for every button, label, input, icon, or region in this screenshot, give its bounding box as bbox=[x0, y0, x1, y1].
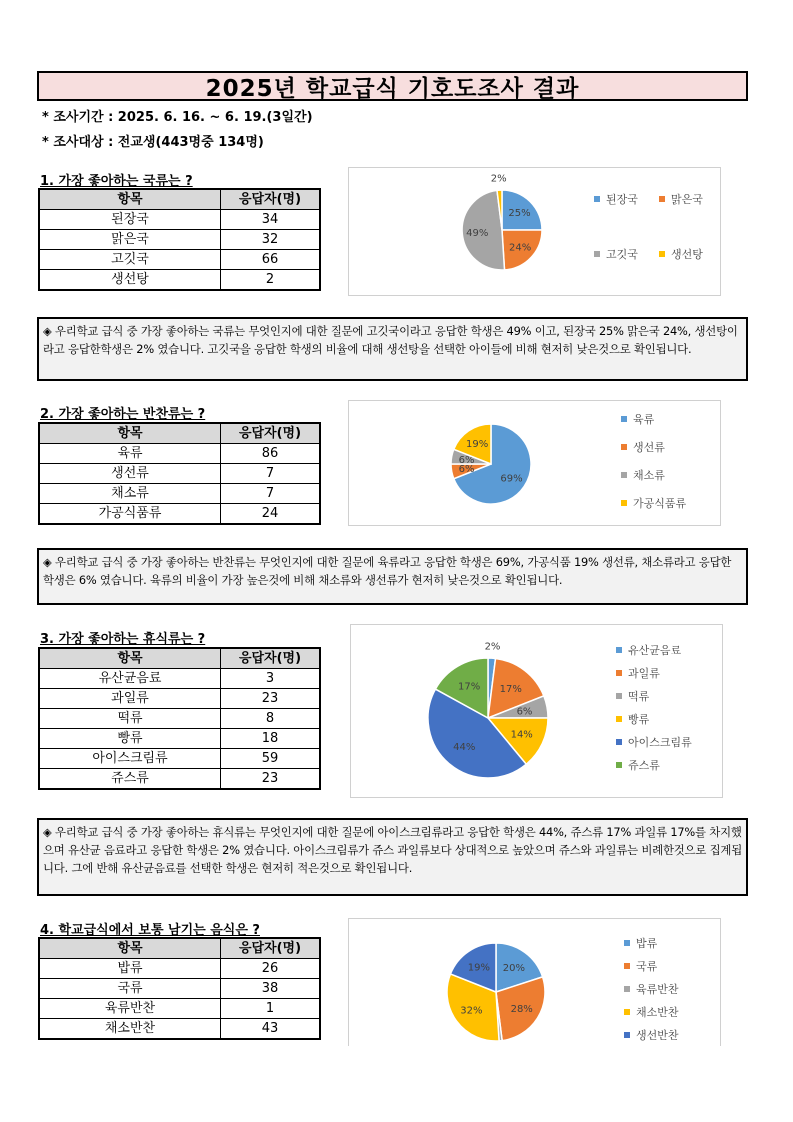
cell-item: 생선류 bbox=[39, 464, 221, 484]
table-row bbox=[39, 709, 320, 729]
legend-swatch bbox=[621, 416, 627, 422]
table-header-row bbox=[39, 423, 320, 444]
legend-item bbox=[624, 935, 657, 951]
legend-label: 아이스크림류 bbox=[628, 736, 692, 749]
question-4-table bbox=[38, 937, 321, 1040]
header-count: 응답자(명) bbox=[221, 189, 321, 210]
legend-item bbox=[616, 688, 649, 704]
legend-swatch bbox=[594, 251, 600, 257]
cell-count: 23 bbox=[221, 689, 321, 709]
legend-label: 육류반찬 bbox=[636, 983, 679, 996]
legend-label: 떡류 bbox=[628, 690, 650, 703]
legend-item bbox=[659, 246, 703, 262]
table-row bbox=[39, 270, 320, 291]
table-row bbox=[39, 1019, 320, 1040]
header-item: 항목 bbox=[39, 648, 221, 669]
legend-swatch bbox=[659, 251, 665, 257]
legend-item bbox=[616, 665, 660, 681]
legend-item bbox=[621, 439, 665, 455]
cell-item: 국류 bbox=[39, 979, 221, 999]
legend-item bbox=[624, 958, 657, 974]
legend-swatch bbox=[616, 762, 622, 768]
pie-data-label: 17% bbox=[499, 684, 522, 696]
pie-data-label: 6% bbox=[458, 454, 475, 466]
pie-data-label: 2% bbox=[484, 641, 501, 653]
pie-data-label: 25% bbox=[508, 208, 531, 219]
legend-swatch bbox=[624, 963, 630, 969]
question-2-title: 2. 가장 좋아하는 반찬류는 ? bbox=[40, 407, 206, 422]
cell-count: 3 bbox=[221, 669, 321, 689]
table-row bbox=[39, 504, 320, 525]
pie-data-label: 19% bbox=[465, 439, 489, 450]
pie-data-label: 2% bbox=[490, 173, 507, 185]
cell-count: 24 bbox=[221, 504, 321, 525]
table-row bbox=[39, 689, 320, 709]
pie-data-label: 44% bbox=[453, 742, 476, 754]
question-2-table bbox=[38, 422, 321, 525]
legend-item bbox=[616, 711, 649, 727]
pie-chart-4 bbox=[348, 918, 721, 1046]
cell-item: 빵류 bbox=[39, 729, 221, 749]
header-count: 응답자(명) bbox=[221, 423, 321, 444]
cell-count: 8 bbox=[221, 709, 321, 729]
table-header-row bbox=[39, 938, 320, 959]
table-row bbox=[39, 749, 320, 769]
legend-label: 가공식품류 bbox=[633, 497, 687, 510]
legend-label: 생선류 bbox=[633, 441, 665, 454]
cell-item: 채소반찬 bbox=[39, 1019, 221, 1040]
pie-svg bbox=[349, 168, 722, 297]
legend-label: 된장국 bbox=[606, 193, 638, 206]
survey-period: * 조사기간 : 2025. 6. 16. ~ 6. 19.(3일간) bbox=[42, 110, 313, 125]
legend-item bbox=[624, 1027, 679, 1043]
pie-chart-2 bbox=[348, 400, 721, 526]
header-item: 항목 bbox=[39, 189, 221, 210]
table-row bbox=[39, 250, 320, 270]
legend-label: 빵류 bbox=[628, 713, 650, 726]
pie-data-label: 14% bbox=[510, 729, 533, 741]
legend-label: 쥬스류 bbox=[628, 759, 660, 772]
legend-swatch bbox=[616, 670, 622, 676]
legend-item bbox=[624, 981, 679, 997]
header-count: 응답자(명) bbox=[221, 938, 321, 959]
table-header-row bbox=[39, 189, 320, 210]
cell-count: 43 bbox=[221, 1019, 321, 1040]
cell-count: 86 bbox=[221, 444, 321, 464]
legend-label: 맑은국 bbox=[671, 193, 703, 206]
cell-item: 가공식품류 bbox=[39, 504, 221, 525]
cell-item: 맑은국 bbox=[39, 230, 221, 250]
header-count: 응답자(명) bbox=[221, 648, 321, 669]
legend-swatch bbox=[621, 444, 627, 450]
pie-data-label: 6% bbox=[516, 706, 533, 718]
legend-label: 유산균음료 bbox=[628, 644, 682, 657]
cell-item: 밥류 bbox=[39, 959, 221, 979]
legend-item bbox=[659, 191, 703, 207]
legend-swatch bbox=[621, 500, 627, 506]
legend-swatch bbox=[624, 1032, 630, 1038]
pie-data-label: 49% bbox=[466, 227, 489, 239]
legend-swatch bbox=[616, 693, 622, 699]
pie-data-label: 69% bbox=[500, 473, 523, 485]
legend-label: 채소반찬 bbox=[636, 1006, 679, 1019]
legend-swatch bbox=[594, 196, 600, 202]
legend-label: 생선반찬 bbox=[636, 1029, 679, 1042]
cell-item: 육류 bbox=[39, 444, 221, 464]
legend-swatch bbox=[616, 716, 622, 722]
table-header-row bbox=[39, 648, 320, 669]
legend-label: 생선탕 bbox=[671, 248, 703, 261]
cell-count: 18 bbox=[221, 729, 321, 749]
legend-item bbox=[594, 246, 638, 262]
cell-count: 66 bbox=[221, 250, 321, 270]
question-3-title: 3. 가장 좋아하는 휴식류는 ? bbox=[40, 632, 206, 647]
pie-chart-3 bbox=[350, 624, 723, 798]
legend-label: 과일류 bbox=[628, 667, 660, 680]
legend-item bbox=[616, 734, 692, 750]
legend-label: 육류 bbox=[633, 413, 655, 426]
comment-3: ◈ 우리학교 급식 중 가장 좋아하는 휴식류는 무엇인지에 대한 질문에 아이스크림류라고 응답한 학생은 44%, 쥬스류 17% 과일류 17%를 차지했으며 유산균 음료라고 응답한 학생은 2% 였습니다. 아이스크림류가 쥬스 과일류보다 상대적으로 높았으며 쥬스와 과일류는 비례한것으로 집계됩니다. 그에 반해 유산균음료를 선택한 학생은 현저히 적은것으로 확인됩니다. bbox=[37, 818, 748, 896]
cell-item: 쥬스류 bbox=[39, 769, 221, 790]
comment-1: ◈ 우리학교 급식 중 가장 좋아하는 국류는 무엇인지에 대한 질문에 고깃국이라고 응답한 학생은 49% 이고, 된장국 25% 맑은국 24%, 생선탕이라고 응답한학생은 2% 였습니다. 고깃국을 응답한 학생의 비율에 대해 생선탕을 선택한 아이들에 비해 현저히 낮은것으로 확인됩니다. bbox=[37, 317, 748, 381]
cell-count: 7 bbox=[221, 484, 321, 504]
table-row bbox=[39, 444, 320, 464]
legend-item bbox=[621, 411, 654, 427]
cell-item: 과일류 bbox=[39, 689, 221, 709]
cell-item: 고깃국 bbox=[39, 250, 221, 270]
cell-count: 2 bbox=[221, 270, 321, 291]
pie-chart-1 bbox=[348, 167, 721, 296]
legend-item bbox=[621, 495, 686, 511]
comment-2: ◈ 우리학교 급식 중 가장 좋아하는 반찬류는 무엇인지에 대한 질문에 육류라고 응답한 학생은 69%, 가공식품 19% 생선류, 채소류라고 응답한 학생은 6% 였습니다. 육류의 비율이 가장 높은것에 비해 채소류와 생선류가 현저히 낮은것으로 확인됩니다. bbox=[37, 548, 748, 605]
cell-item: 생선탕 bbox=[39, 270, 221, 291]
cell-count: 7 bbox=[221, 464, 321, 484]
pie-data-label: 32% bbox=[460, 1005, 483, 1017]
cell-count: 23 bbox=[221, 769, 321, 790]
legend-swatch bbox=[621, 472, 627, 478]
legend-item bbox=[594, 191, 638, 207]
cell-item: 육류반찬 bbox=[39, 999, 221, 1019]
legend-label: 밥류 bbox=[636, 937, 658, 950]
table-row bbox=[39, 210, 320, 230]
pie-data-label: 20% bbox=[502, 962, 526, 974]
pie-data-label: 19% bbox=[467, 962, 491, 974]
cell-count: 34 bbox=[221, 210, 321, 230]
table-row bbox=[39, 999, 320, 1019]
cell-count: 38 bbox=[221, 979, 321, 999]
table-row bbox=[39, 484, 320, 504]
legend-swatch bbox=[616, 647, 622, 653]
legend-label: 국류 bbox=[636, 960, 658, 973]
question-4-title: 4. 학교급식에서 보통 남기는 음식은 ? bbox=[40, 923, 260, 938]
question-3-table bbox=[38, 647, 321, 790]
legend-swatch bbox=[624, 940, 630, 946]
header-item: 항목 bbox=[39, 938, 221, 959]
cell-count: 59 bbox=[221, 749, 321, 769]
table-row bbox=[39, 669, 320, 689]
table-row bbox=[39, 729, 320, 749]
cell-count: 26 bbox=[221, 959, 321, 979]
cell-item: 유산균음료 bbox=[39, 669, 221, 689]
legend-item bbox=[616, 642, 681, 658]
cell-item: 아이스크림류 bbox=[39, 749, 221, 769]
cell-count: 32 bbox=[221, 230, 321, 250]
question-1-title: 1. 가장 좋아하는 국류는 ? bbox=[40, 174, 193, 189]
header-item: 항목 bbox=[39, 423, 221, 444]
cell-count: 1 bbox=[221, 999, 321, 1019]
legend-item bbox=[616, 757, 660, 773]
legend-swatch bbox=[624, 986, 630, 992]
table-row bbox=[39, 230, 320, 250]
legend-label: 채소류 bbox=[633, 469, 665, 482]
cell-item: 채소류 bbox=[39, 484, 221, 504]
table-row bbox=[39, 959, 320, 979]
legend-item bbox=[621, 467, 665, 483]
legend-label: 고깃국 bbox=[606, 248, 638, 261]
pie-data-label: 17% bbox=[457, 681, 481, 693]
survey-target: * 조사대상 : 전교생(443명중 134명) bbox=[42, 135, 264, 150]
legend-item bbox=[624, 1004, 679, 1020]
pie-data-label: 6% bbox=[458, 464, 475, 476]
legend-swatch bbox=[624, 1009, 630, 1015]
table-row bbox=[39, 769, 320, 790]
question-1-table bbox=[38, 188, 321, 291]
legend-swatch bbox=[659, 196, 665, 202]
table-row bbox=[39, 979, 320, 999]
legend-swatch bbox=[616, 739, 622, 745]
table-row bbox=[39, 464, 320, 484]
pie-data-label: 24% bbox=[508, 242, 532, 254]
cell-item: 된장국 bbox=[39, 210, 221, 230]
cell-item: 떡류 bbox=[39, 709, 221, 729]
page-title: 2025년 학교급식 기호도조사 결과 bbox=[37, 71, 748, 101]
pie-data-label: 28% bbox=[510, 1003, 533, 1015]
